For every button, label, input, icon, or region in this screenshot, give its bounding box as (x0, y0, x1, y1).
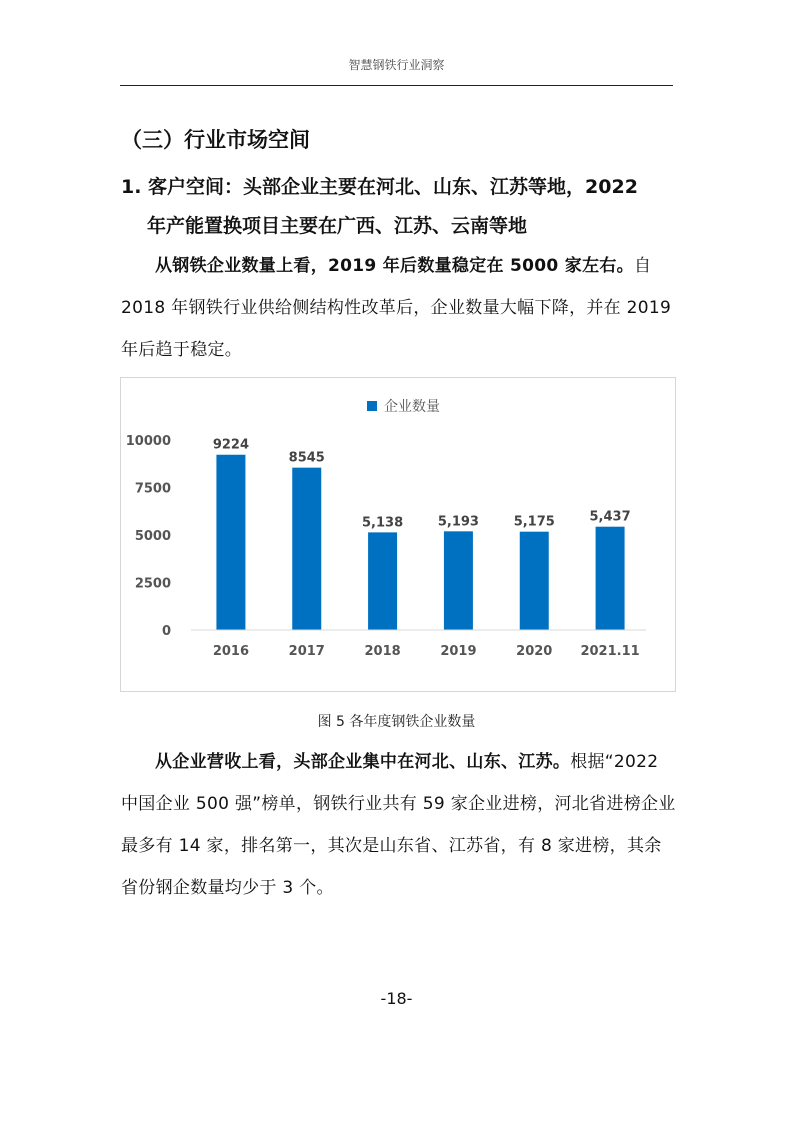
bar (292, 468, 321, 630)
paragraph-enterprise-count (121, 245, 676, 371)
x-tick-label: 2017 (288, 644, 325, 659)
paragraph-revenue (121, 741, 676, 909)
legend (367, 398, 440, 415)
header-divider (120, 85, 673, 86)
legend-swatch (367, 401, 377, 411)
y-axis (126, 434, 171, 639)
y-tick-label: 5000 (134, 529, 171, 544)
data-label: 8545 (288, 450, 325, 466)
data-label: 5,193 (437, 514, 479, 530)
y-tick-label: 10000 (125, 434, 171, 449)
paragraph-body: 根据“2022 中国企业 500 强”榜单，钢铁行业共有 59 家企业进榜，河北省进榜企业最多有 14 家，排名第一，其次是山东省、江苏省，有 8 家进榜，其余省份钢企数量均少于 3 个。 (121, 752, 676, 898)
figure-caption: 图 5 各年度钢铁企业数量 (317, 714, 476, 730)
bars (213, 438, 631, 630)
bar-chart-svg (121, 378, 675, 691)
subsection-title-line2: 年产能置换项目主要在广西、江苏、云南等地 (147, 215, 528, 237)
x-tick-label: 2021.11 (580, 644, 640, 659)
subsection-title-line1: 1. 客户空间：头部企业主要在河北、山东、江苏等地，2022 (121, 176, 638, 198)
y-tick-label: 2500 (134, 576, 171, 592)
data-label: 5,437 (589, 509, 631, 525)
legend-label: 企业数量 (384, 399, 440, 415)
section-title: （三）行业市场空间 (121, 128, 310, 152)
data-label: 5,175 (513, 514, 555, 530)
bar (216, 455, 245, 630)
data-label: 9224 (212, 437, 250, 453)
bar-chart (120, 377, 676, 692)
bar (368, 532, 397, 630)
bar (444, 531, 473, 630)
paragraph-body: 自 2018 年钢铁行业供给侧结构性改革后，企业数量大幅下降，并在 2019 年后趋于稳定。 (121, 256, 672, 360)
paragraph-lead: 从企业营收上看，头部企业集中在河北、山东、江苏。 (155, 752, 571, 772)
data-label: 5,138 (362, 515, 404, 531)
y-tick-label: 0 (161, 624, 171, 639)
bar (596, 527, 625, 630)
x-tick-label: 2018 (364, 644, 401, 659)
subsection-title (121, 168, 681, 246)
page-number: -18- (380, 989, 413, 1008)
bar (520, 532, 549, 630)
x-tick-label: 2016 (212, 644, 250, 659)
y-tick-label: 7500 (134, 481, 171, 497)
x-tick-label: 2020 (516, 644, 553, 659)
paragraph-lead: 从钢铁企业数量上看，2019 年后数量稳定在 5000 家左右。 (155, 256, 634, 276)
x-axis (213, 644, 640, 659)
page-header: 智慧钢铁行业洞察 (348, 58, 445, 72)
x-tick-label: 2019 (440, 644, 477, 659)
